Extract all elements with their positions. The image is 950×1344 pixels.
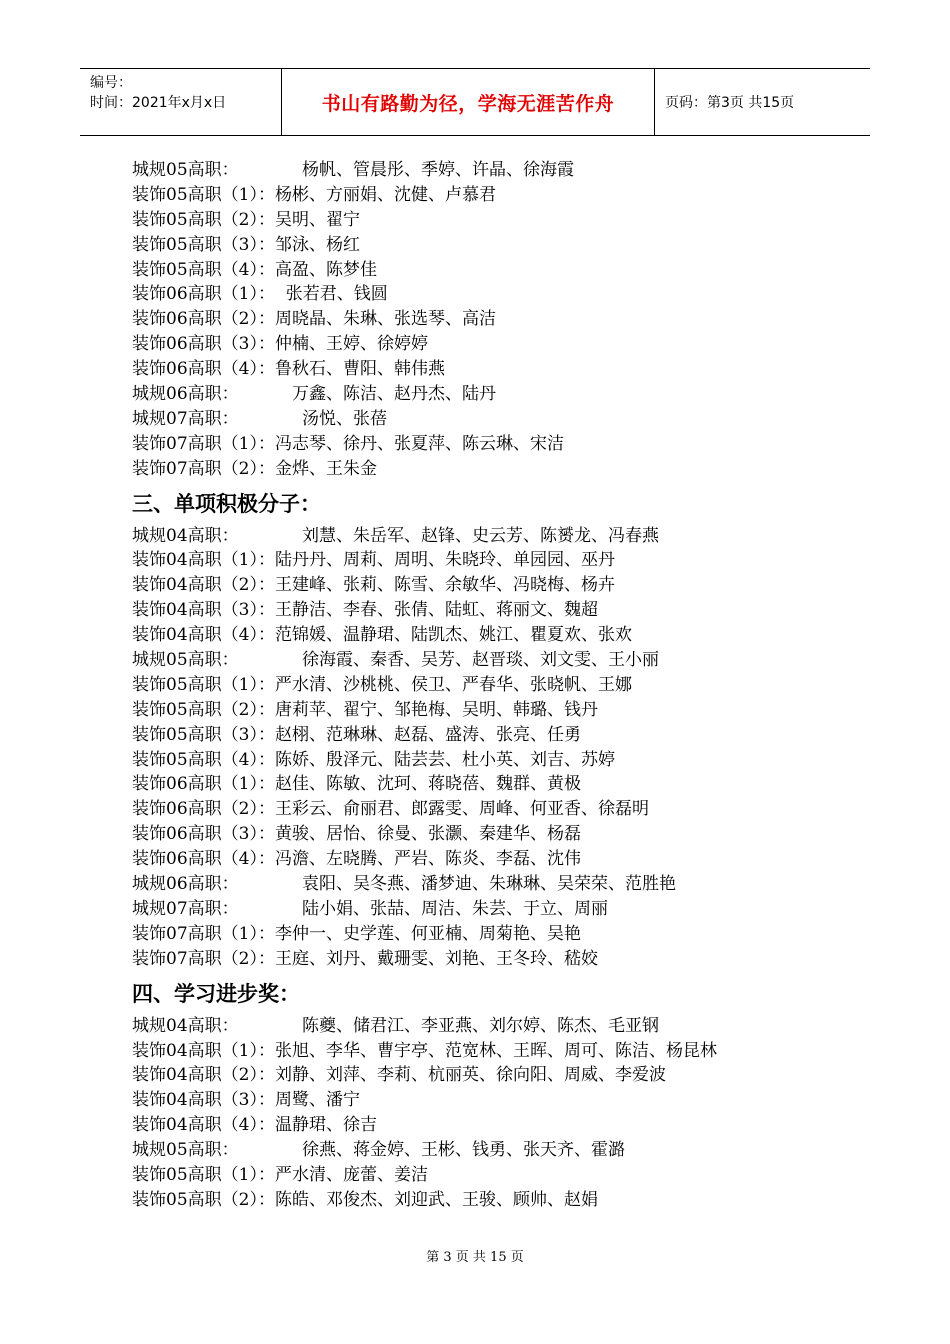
class-label: 装饰07高职（2）： <box>132 458 275 479</box>
list-item <box>132 1163 852 1188</box>
student-names: 范锦媛、温静珺、陆凯杰、姚江、瞿夏欢、张欢 <box>274 625 632 646</box>
class-label: 装饰07高职（2）： <box>132 948 275 969</box>
student-names: 刘慧、朱岳军、赵锋、史云芳、陈赟龙、冯春燕 <box>302 525 659 546</box>
list-item <box>132 1088 852 1113</box>
student-names: 王静洁、李春、张倩、陆虹、蒋丽文、魏超 <box>274 600 598 621</box>
list-item <box>132 282 852 307</box>
list-item <box>132 457 852 482</box>
student-names: 陆小娟、张喆、周洁、朱芸、于立、周丽 <box>302 898 608 919</box>
list-item <box>132 723 852 748</box>
list-item <box>132 748 852 773</box>
class-label: 装饰04高职（4）： <box>132 625 275 646</box>
class-label: 装饰04高职（3）： <box>132 1090 275 1111</box>
list-item <box>132 922 852 947</box>
student-names: 鲁秋石、曹阳、韩伟燕 <box>274 359 445 380</box>
class-label: 城规07高职： <box>132 408 239 429</box>
student-names: 赵佳、陈敏、沈珂、蒋晓蓓、魏群、黄极 <box>274 774 581 795</box>
class-label: 城规05高职： <box>132 650 239 671</box>
class-label: 装饰04高职（4）： <box>132 1115 275 1136</box>
list-item <box>132 573 852 598</box>
serial-number: 编号： <box>90 75 132 91</box>
student-names: 严水清、沙桃桃、侯卫、严春华、张晓帆、王娜 <box>274 674 632 695</box>
student-names: 张若君、钱圆 <box>274 284 388 305</box>
document-body <box>132 158 852 1213</box>
class-label: 装饰06高职（2）： <box>132 309 275 330</box>
student-names: 仲楠、王婷、徐婷婷 <box>274 334 428 355</box>
student-names: 徐燕、蒋金婷、王彬、钱勇、张天齐、霍潞 <box>302 1140 625 1161</box>
page-header <box>80 68 870 136</box>
student-names: 高盈、陈梦佳 <box>274 259 377 280</box>
student-names: 刘静、刘萍、李莉、杭丽英、徐向阳、周威、李爱波 <box>274 1065 666 1086</box>
header-meta <box>80 69 282 135</box>
class-label: 装饰05高职（4）： <box>132 749 275 770</box>
list-item <box>132 183 852 208</box>
page-footer: 第 3 页 共 15 页 <box>426 1250 524 1265</box>
list-item <box>132 1138 852 1163</box>
student-names: 周晓晶、朱琳、张选琴、高洁 <box>274 309 496 330</box>
header-motto: 书山有路勤为径，学海无涯苦作舟 <box>282 69 655 135</box>
student-names: 邹泳、杨红 <box>274 234 360 255</box>
class-label: 装饰07高职（1）： <box>132 433 275 454</box>
student-names: 周鹭、潘宁 <box>274 1090 360 1111</box>
student-names: 王庭、刘丹、戴珊雯、刘艳、王冬玲、嵇姣 <box>274 948 598 969</box>
student-names: 冯志琴、徐丹、张夏萍、陈云琳、宋洁 <box>274 433 564 454</box>
student-names: 王建峰、张莉、陈雪、余敏华、冯晓梅、杨卉 <box>274 575 615 596</box>
class-label: 城规07高职： <box>132 898 239 919</box>
class-label: 城规06高职： <box>132 384 239 405</box>
list-item <box>132 797 852 822</box>
student-names: 汤悦、张蓓 <box>302 408 387 429</box>
list-item <box>132 698 852 723</box>
list-item <box>132 772 852 797</box>
class-label: 装饰05高职（3）： <box>132 724 275 745</box>
list-item <box>132 307 852 332</box>
list-item <box>132 872 852 897</box>
list-item <box>132 1039 852 1064</box>
student-names: 严水清、庞蕾、姜洁 <box>274 1164 428 1185</box>
list-item <box>132 233 852 258</box>
student-names: 陈皓、邓俊杰、刘迎武、王骏、顾帅、赵娟 <box>274 1189 598 1210</box>
class-label: 装饰05高职（3）： <box>132 234 275 255</box>
student-names: 陈娇、殷泽元、陆芸芸、杜小英、刘吉、苏婷 <box>274 749 615 770</box>
list-item <box>132 598 852 623</box>
list-item <box>132 1113 852 1138</box>
section-4-title: 四、学习进步奖： <box>132 981 300 1006</box>
class-label: 城规06高职： <box>132 874 239 895</box>
list-item <box>132 258 852 283</box>
class-label: 装饰06高职（4）： <box>132 849 275 870</box>
student-names: 徐海霞、秦香、吴芳、赵晋琰、刘文雯、王小丽 <box>302 650 659 671</box>
list-item <box>132 208 852 233</box>
list-item <box>132 1063 852 1088</box>
student-names: 袁阳、吴冬燕、潘梦迪、朱琳琳、吴荣荣、范胜艳 <box>302 874 676 895</box>
class-label: 装饰06高职（3）： <box>132 824 275 845</box>
list-item <box>132 897 852 922</box>
section-4-list <box>132 1014 852 1213</box>
class-label: 装饰05高职（1）： <box>132 184 275 205</box>
list-item <box>132 548 852 573</box>
class-label: 装饰05高职（4）： <box>132 259 275 280</box>
class-label: 装饰04高职（1）： <box>132 1040 275 1061</box>
list-item <box>132 332 852 357</box>
student-names: 唐莉苹、翟宁、邹艳梅、吴明、韩璐、钱丹 <box>274 699 598 720</box>
class-label: 装饰07高职（1）： <box>132 923 275 944</box>
class-label: 城规04高职： <box>132 525 239 546</box>
list-item <box>132 648 852 673</box>
class-label: 装饰04高职（1）： <box>132 550 275 571</box>
student-names: 陆丹丹、周莉、周明、朱晓玲、单园园、巫丹 <box>274 550 615 571</box>
student-names: 李仲一、史学莲、何亚楠、周菊艳、吴艳 <box>274 923 581 944</box>
list-item <box>132 524 852 549</box>
list-item <box>132 947 852 972</box>
class-label: 装饰06高职（1）： <box>132 774 275 795</box>
student-names: 赵栩、范琳琳、赵磊、盛涛、张亮、任勇 <box>274 724 581 745</box>
class-label: 装饰05高职（2）： <box>132 209 275 230</box>
student-names: 张旭、李华、曹宇亭、范宽林、王晖、周可、陈洁、杨昆林 <box>274 1040 717 1061</box>
student-names: 陈夔、储君江、李亚燕、刘尔婷、陈杰、毛亚钢 <box>302 1015 659 1036</box>
class-label: 装饰05高职（2）： <box>132 699 275 720</box>
class-label: 装饰05高职（1）： <box>132 674 275 695</box>
class-label: 装饰04高职（2）： <box>132 575 275 596</box>
section-3-list <box>132 524 852 972</box>
award-list-continuation <box>132 158 852 482</box>
student-names: 冯澹、左晓腾、严岩、陈炎、李磊、沈伟 <box>274 849 581 870</box>
list-item <box>132 1188 852 1213</box>
list-item <box>132 357 852 382</box>
list-item <box>132 158 852 183</box>
class-label: 城规04高职： <box>132 1015 239 1036</box>
student-names: 万鑫、陈洁、赵丹杰、陆丹 <box>292 384 496 405</box>
student-names: 王彩云、俞丽君、郎露雯、周峰、何亚香、徐磊明 <box>274 799 649 820</box>
list-item <box>132 382 852 407</box>
student-names: 杨彬、方丽娟、沈健、卢慕君 <box>274 184 496 205</box>
class-label: 装饰05高职（1）： <box>132 1164 275 1185</box>
class-label: 装饰05高职（2）： <box>132 1189 275 1210</box>
class-label: 装饰04高职（2）： <box>132 1065 275 1086</box>
header-page-number: 页码：第3页 共15页 <box>665 95 795 111</box>
section-3-title: 三、单项积极分子： <box>132 491 321 516</box>
class-label: 城规05高职： <box>132 160 239 180</box>
class-label: 装饰04高职（3）： <box>132 600 275 621</box>
class-label: 装饰06高职（1）： <box>132 284 275 305</box>
list-item <box>132 673 852 698</box>
student-names: 黄骏、居怡、徐曼、张灏、秦建华、杨磊 <box>274 824 581 845</box>
class-label: 装饰06高职（2）： <box>132 799 275 820</box>
header-date: 时间：2021年x月x日 <box>90 95 227 111</box>
list-item <box>132 432 852 457</box>
list-item <box>132 407 852 432</box>
list-item <box>132 847 852 872</box>
list-item <box>132 1014 852 1039</box>
student-names: 温静珺、徐吉 <box>274 1115 377 1136</box>
class-label: 城规05高职： <box>132 1140 239 1161</box>
list-item <box>132 822 852 847</box>
student-names: 吴明、翟宁 <box>274 209 360 230</box>
student-names: 杨帆、管晨彤、季婷、许晶、徐海霞 <box>302 160 574 180</box>
student-names: 金烨、王朱金 <box>274 458 377 479</box>
class-label: 装饰06高职（4）： <box>132 359 275 380</box>
class-label: 装饰06高职（3）： <box>132 334 275 355</box>
list-item <box>132 623 852 648</box>
